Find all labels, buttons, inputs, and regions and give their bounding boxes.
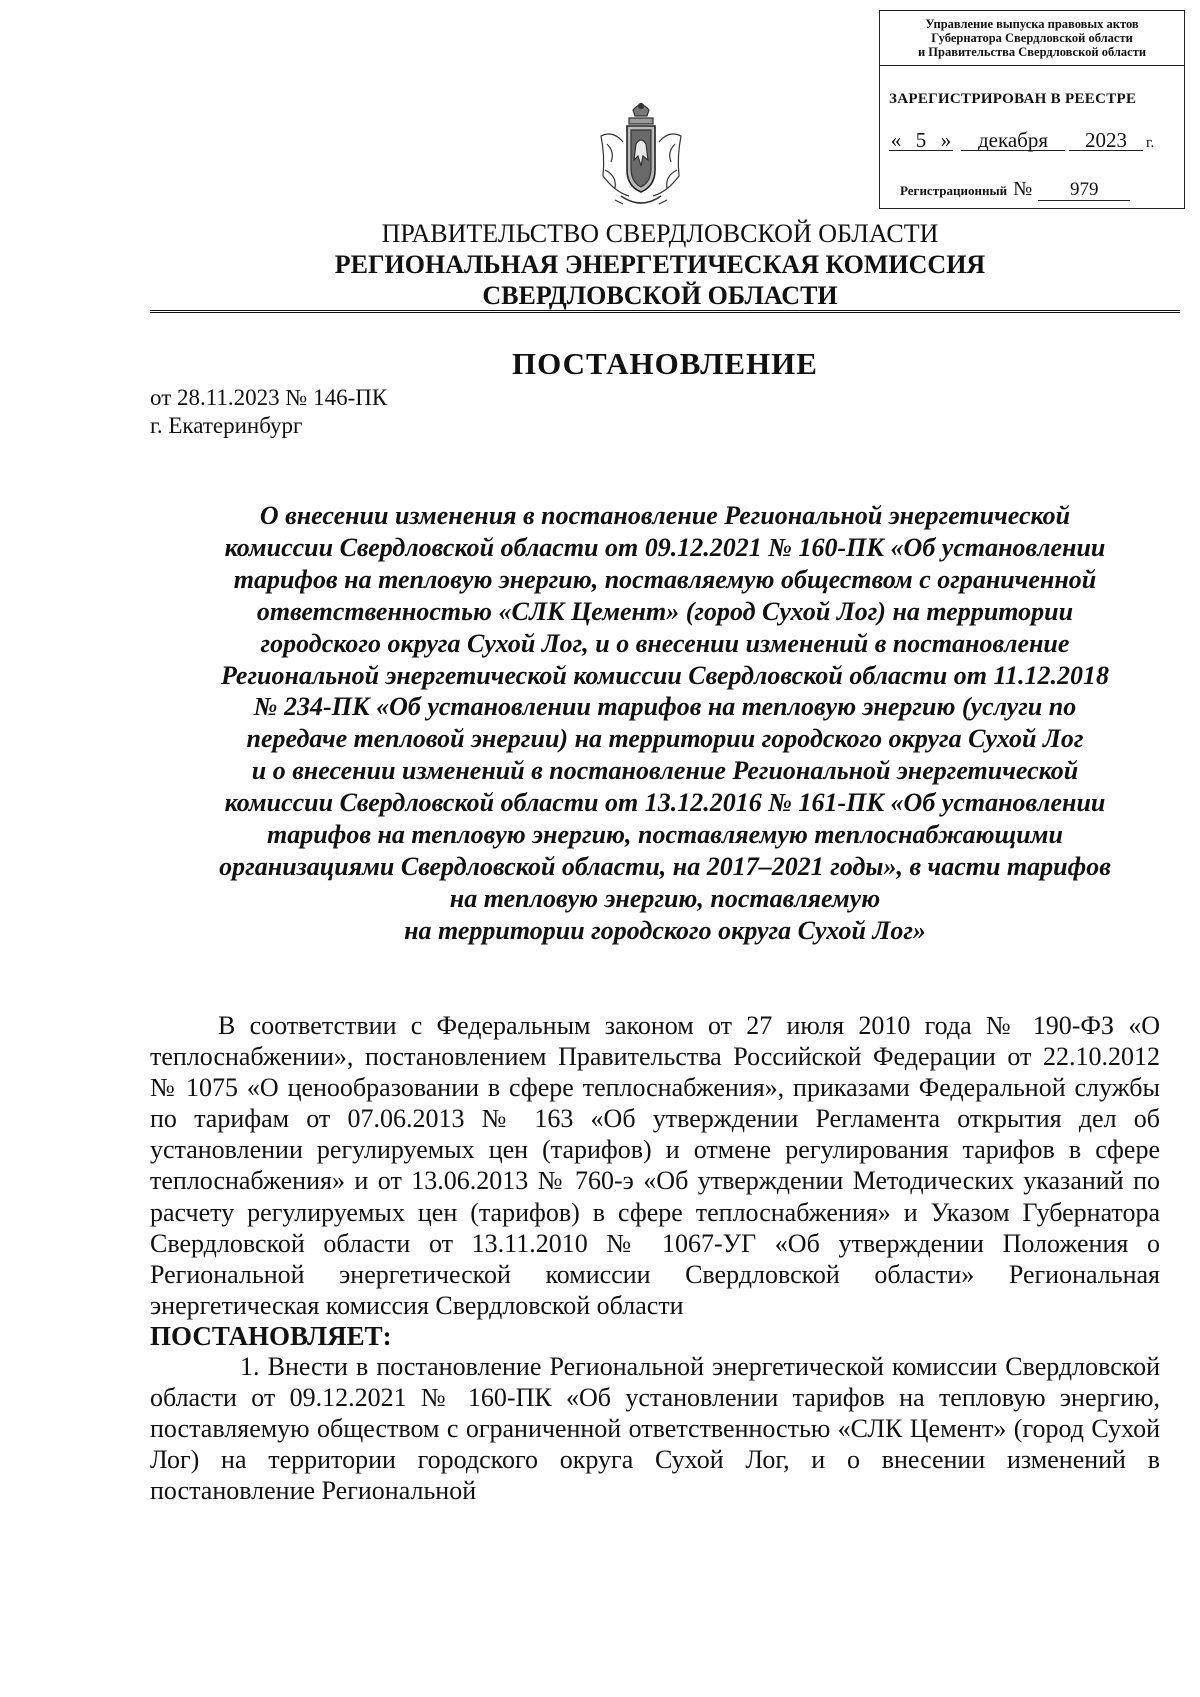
- coat-of-arms-icon: [593, 100, 689, 212]
- document-date-number: от 28.11.2023 № 146-ПК: [150, 385, 388, 410]
- stamp-close-quote: »: [940, 128, 952, 152]
- stamp-month: декабря: [961, 130, 1065, 151]
- decree-word: ПОСТАНОВЛЯЕТ:: [150, 1320, 392, 1351]
- stamp-office-line: Губернатора Свердловской области: [931, 31, 1133, 45]
- title-line: комиссии Свердловской области от 13.12.2016 № 161-ПК «Об установлении: [224, 788, 1106, 818]
- stamp-year: 2023: [1069, 130, 1143, 151]
- document-title: [150, 500, 1180, 947]
- title-line: ответственностью «СЛК Цемент» (город Сухой Лог) на территории: [256, 596, 1074, 626]
- title-line: тарифов на тепловую энергию, поставляемую обществом с ограниченной: [233, 564, 1097, 594]
- title-line: городского округа Сухой Лог, и о внесении изменений в постановление: [260, 628, 1070, 658]
- title-line: на территории городского округа Сухой Лог»: [404, 915, 926, 945]
- stamp-day: 5: [903, 130, 939, 151]
- header-divider: [150, 310, 1180, 313]
- item-1-paragraph: 1. Внести в постановление Региональной энергетической комиссии Свердловской области от 09.12.2021 № 160-ПК «Об установлении тарифов на тепловую энергию, поставляемую обществом с ограниченной ответственностью «СЛК Цемент» (город Сухой Лог) на территории городского округа Сухой Лог, и о внесении изменений в постановление Региональной: [150, 1351, 1160, 1506]
- document-city: г. Екатеринбург: [150, 413, 303, 438]
- title-line: комиссии Свердловской области от 09.12.2021 № 160-ПК «Об установлении: [224, 532, 1106, 562]
- stamp-office-line: и Правительства Свердловской области: [917, 45, 1147, 59]
- stamp-office: [880, 11, 1184, 66]
- title-line: на тепловую энергию, поставляемую: [449, 883, 881, 913]
- stamp-number-sign: №: [1013, 178, 1033, 200]
- issuer-header: [150, 218, 1170, 311]
- commission-name-line1: РЕГИОНАЛЬНАЯ ЭНЕРГЕТИЧЕСКАЯ КОМИССИЯ: [334, 250, 986, 279]
- government-name: ПРАВИТЕЛЬСТВО СВЕРДЛОВСКОЙ ОБЛАСТИ: [381, 219, 939, 248]
- title-line: тарифов на тепловую энергию, поставляемую теплоснабжающими: [267, 820, 1063, 850]
- stamp-registration-number: [900, 178, 1130, 201]
- stamp-year-suffix: г.: [1146, 135, 1155, 151]
- title-line: № 234-ПК «Об установлении тарифов на тепловую энергию (услуги по: [253, 692, 1077, 722]
- document-type: ПОСТАНОВЛЕНИЕ: [512, 346, 818, 381]
- document-meta: [150, 384, 387, 440]
- document-body: [150, 1010, 1160, 1506]
- preamble-paragraph: В соответствии с Федеральным законом от 27 июля 2010 года № 190-ФЗ «О теплоснабжении», постановлением Правительства Российской Федерации от 22.10.2012 № 1075 «О ценообразовании в сфере теплоснабжения», приказами Федеральной службы по тарифам от 07.06.2013 № 163 «Об утверждении Регламента открытия дел об установлении регулируемых цен (тарифов) и отмене регулирования тарифов в сфере теплоснабжения» и от 13.06.2013 № 760-э «Об утверждении Методических указаний по расчету регулируемых цен (тарифов) в сфере теплоснабжения» и Указом Губернатора Свердловской области от 13.11.2010 № 1067-УГ «Об утверждении Положения о Региональной энергетической комиссии Свердловской области» Региональная энергетическая комиссия Свердловской области: [150, 1011, 1160, 1320]
- title-line: передаче тепловой энергии) на территории городского округа Сухой Лог: [246, 724, 1084, 754]
- stamp-registered-label: ЗАРЕГИСТРИРОВАН В РЕЕСТРЕ: [889, 91, 1137, 107]
- stamp-registration-date: [889, 128, 1154, 153]
- title-line: Региональной энергетической комиссии Свердловской области от 11.12.2018: [220, 660, 1110, 690]
- title-line: и о внесении изменений в постановление Региональной энергетической: [251, 756, 1079, 786]
- stamp-open-quote: «: [890, 128, 902, 152]
- commission-name-line2: СВЕРДЛОВСКОЙ ОБЛАСТИ: [482, 281, 838, 310]
- stamp-reg-number-label: Регистрационный: [900, 183, 1008, 198]
- stamp-office-line: Управление выпуска правовых актов: [925, 17, 1139, 31]
- title-line: О внесении изменения в постановление Региональной энергетической: [259, 501, 1071, 530]
- title-line: организациями Свердловской области, на 2017–2021 годы», в части тарифов: [219, 851, 1111, 881]
- registration-stamp: [879, 10, 1185, 209]
- stamp-reg-number: 979: [1038, 180, 1130, 201]
